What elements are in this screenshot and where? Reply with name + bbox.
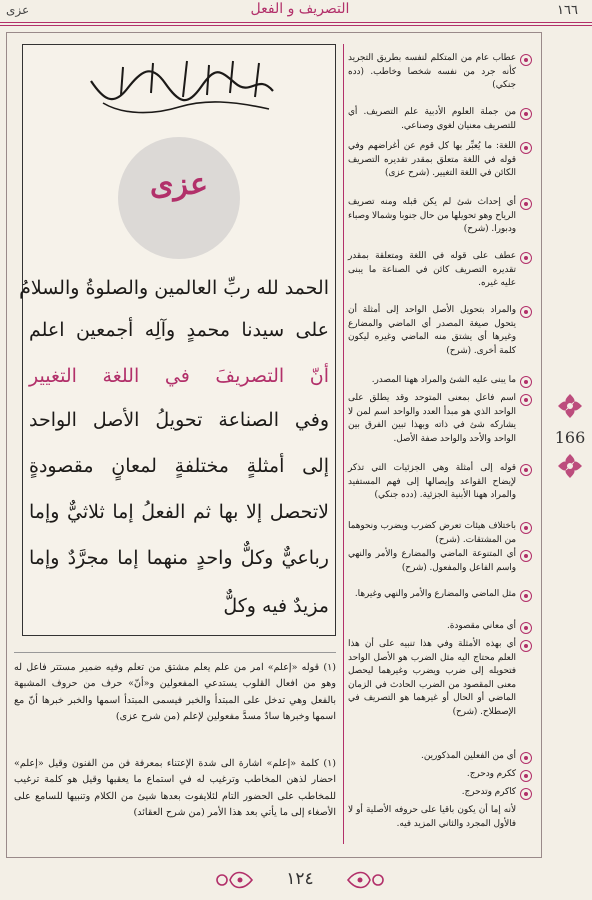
note-bullet-icon bbox=[520, 640, 532, 652]
note-bullet-icon bbox=[520, 590, 532, 602]
commentary-note: كاكرم وتدحرج. bbox=[461, 787, 516, 797]
commentary-note: عطاب عام من المتكلم لنفسه بطريق التجريد كأنه جرد من نفسه شخصا وخاطب. (دده جنكي) bbox=[348, 53, 516, 91]
header-rule bbox=[0, 22, 592, 23]
note-bullet-icon bbox=[520, 770, 532, 782]
footnote-1: (١) قوله «إعلم» امر من علم يعلم مشتق من تعلم وفيه ضمير مستتر فاعل له وهو من افعال القلوب يستدعي المفعولين و«أنّ» حرف من حروف المشبهة بالفعل وهي تدخل على المبتدأ والخبر فيسمى المبتدأ اسمها والخبر خبرها أنّ مع اسمها وخبرها سادٌ مسدَّ مفعولين لإعلم (من شرح عزى) bbox=[14, 662, 336, 723]
main-line-2: على سيدنا محمدٍ وآلِه أجمعين اعلم bbox=[29, 319, 329, 341]
commentary-column bbox=[343, 44, 536, 844]
page-header bbox=[0, 0, 592, 24]
note-bullet-icon bbox=[520, 198, 532, 210]
note-bullet-icon bbox=[520, 752, 532, 764]
note-bullet-icon bbox=[520, 522, 532, 534]
note-bullet-icon bbox=[520, 376, 532, 388]
main-line-5: إلى أمثلةٍ مختلفةٍ لمعانٍ مقصودةٍ bbox=[29, 455, 329, 477]
commentary-note: مثل الماضي والمضارع والأمر والنهي وغيرها. bbox=[354, 589, 516, 599]
commentary-note: من جملة العلوم الأدبية علم التصريف. أي للتصريف معنيان لغوي وصناعي. bbox=[348, 107, 516, 131]
commentary-note: أي من الفعلين المذكورين. bbox=[421, 751, 516, 761]
note-bullet-icon bbox=[520, 306, 532, 318]
note-bullet-icon bbox=[520, 108, 532, 120]
header-root-word: عزى bbox=[6, 3, 30, 17]
note-bullet-icon bbox=[520, 394, 532, 406]
main-line-6: لاتحصل إلا بها ثم الفعلُ إما ثلاثيٌّ وإما bbox=[29, 501, 329, 523]
commentary-note: لأنه إما أن يكون باقيا على حروفه الأصلية أو لا فالأول المجرد والثاني المزيد فيه. bbox=[348, 805, 516, 829]
main-line-1: الحمد لله ربِّ العالمين والصلوةُ والسلامُ bbox=[19, 277, 329, 299]
commentary-note: عطف على قوله في اللغة ومتعلقة بمقدر تقديره التصريف كائن في الصناعة ما يبنى عليه غيره. bbox=[348, 251, 516, 289]
commentary-note: ما يبنى عليه الشئ والمراد ههنا المصدر. bbox=[371, 375, 516, 385]
main-line-4: وفي الصناعة تحويلُ الأصل الواحد bbox=[29, 409, 329, 431]
commentary-note: والمراد بتحويل الأصل الواحد إلى أمثلة أن يتحول صيغة المصدر أي الماضي والمضارع وغيرها أي يشتق منه الماضي وغيره ليكون كلمة أخرى. (شرح) bbox=[348, 305, 516, 356]
commentary-note: قوله إلى أمثلة وهي الجزئيات التي تذكر لإيضاح القواعد وإيصالها إلى فهم المستفيد والمراد ههنا الأبنية الجزئية. (دده جنكي) bbox=[348, 463, 516, 501]
commentary-note: أي إحداث شئ لم يكن قبله ومنه تصريف الرياح وهو تحويلها من حال جنوبا وشمالا وصباء ودبورا. (شرح) bbox=[348, 197, 516, 235]
commentary-note: اللغة: ما يُعبِّر بها كل قوم عن أغراضهم وفي قوله في اللغة متعلق بمقدر تقديره التصريف الكائن في اللغة التغيير. (شرح عزى) bbox=[348, 141, 516, 179]
footer-ornament-left-icon bbox=[210, 868, 254, 892]
footnote-2: (١) كلمة «إعلم» اشارة الى شدة الإعتناء بمعرفة فن من الفنون وقيل «إعلم» احضار لذهن المخاطب وترغيب له في استماع ما يعقبها وقيل هو كلمة ترغيب للمخاطب على الحضور التام لئلايفوت بعدها شيئ من الكلام وتنبيها للسامع على الأصغاء إلى ما يأتي بعد هذا الأمر (من شرح العقائد) bbox=[14, 758, 336, 819]
note-bullet-icon bbox=[520, 464, 532, 476]
commentary-note: أي معاني مقصودة. bbox=[447, 621, 516, 631]
commentary-note: اسم فاعل بمعنى المتوحد وقد يطلق على الواحد الذي هو مبدأ العدد والواحد اسم لمن لا يشاركه شئ في ذاته وبهذا تبين الفرق بين الواحد والأحد والواحد صفة الأصل. bbox=[348, 393, 516, 444]
footer-ornament-right-icon bbox=[346, 868, 390, 892]
note-bullet-icon bbox=[520, 54, 532, 66]
svg-text:بسم الله الرحمن الرحيم: بسم الله الرحمن الرحيم bbox=[152, 116, 214, 123]
note-bullet-icon bbox=[520, 252, 532, 264]
main-line-7: رباعيٌّ وكلٌّ واحدٍ منهما إما مجرَّدٌ وإما bbox=[29, 547, 329, 569]
commentary-note: باختلاف هيئات تعرض كضرب ويضرب ونحوهما من المشتقات. (شرح) bbox=[348, 521, 516, 545]
page-footer bbox=[180, 866, 420, 896]
header-rule-thin bbox=[0, 25, 592, 26]
commentary-note: أي المتنوعة الماضي والمضارع والأمر والنهي واسم الفاعل والمفعول. (شرح) bbox=[348, 549, 516, 573]
header-page-number: ١٦٦ bbox=[557, 3, 578, 18]
commentary-note: أي بهذه الأمثلة وفي هذا تنبيه على أن هذا العلم محتاج اليه مثل الضرب هو الأصل الواحد فتحويله إلى ضرب ويضرب وغيرهما ليحصل معنى المقصود من الضرب الحادث في الزمان الماضي أو الحال أو غيرهما هو التصريف في الإصطلاح. (شرح) bbox=[348, 639, 516, 717]
margin-ornament-icon bbox=[556, 452, 584, 480]
margin-ornament-icon bbox=[556, 392, 584, 420]
main-line-8: مزيدٌ فيه وكلٌّ bbox=[223, 595, 329, 617]
margin-page-number: 166 bbox=[554, 428, 586, 447]
footer-page-number: ١٢٤ bbox=[286, 869, 314, 889]
note-bullet-icon bbox=[520, 142, 532, 154]
footnote-divider bbox=[14, 652, 336, 653]
main-text-box bbox=[19, 44, 336, 636]
note-bullet-icon bbox=[520, 550, 532, 562]
note-bullet-icon bbox=[520, 622, 532, 634]
main-line-3: أنّ التصريفَ في اللغة التغيير bbox=[29, 365, 329, 387]
header-title: التصريف و الفعل bbox=[250, 1, 350, 17]
root-heading-circle bbox=[118, 137, 240, 259]
commentary-note: ككرم ودحرج. bbox=[466, 769, 516, 779]
basmala-calligraphy bbox=[83, 53, 283, 123]
note-bullet-icon bbox=[520, 788, 532, 800]
main-heading: عزى bbox=[150, 167, 208, 202]
